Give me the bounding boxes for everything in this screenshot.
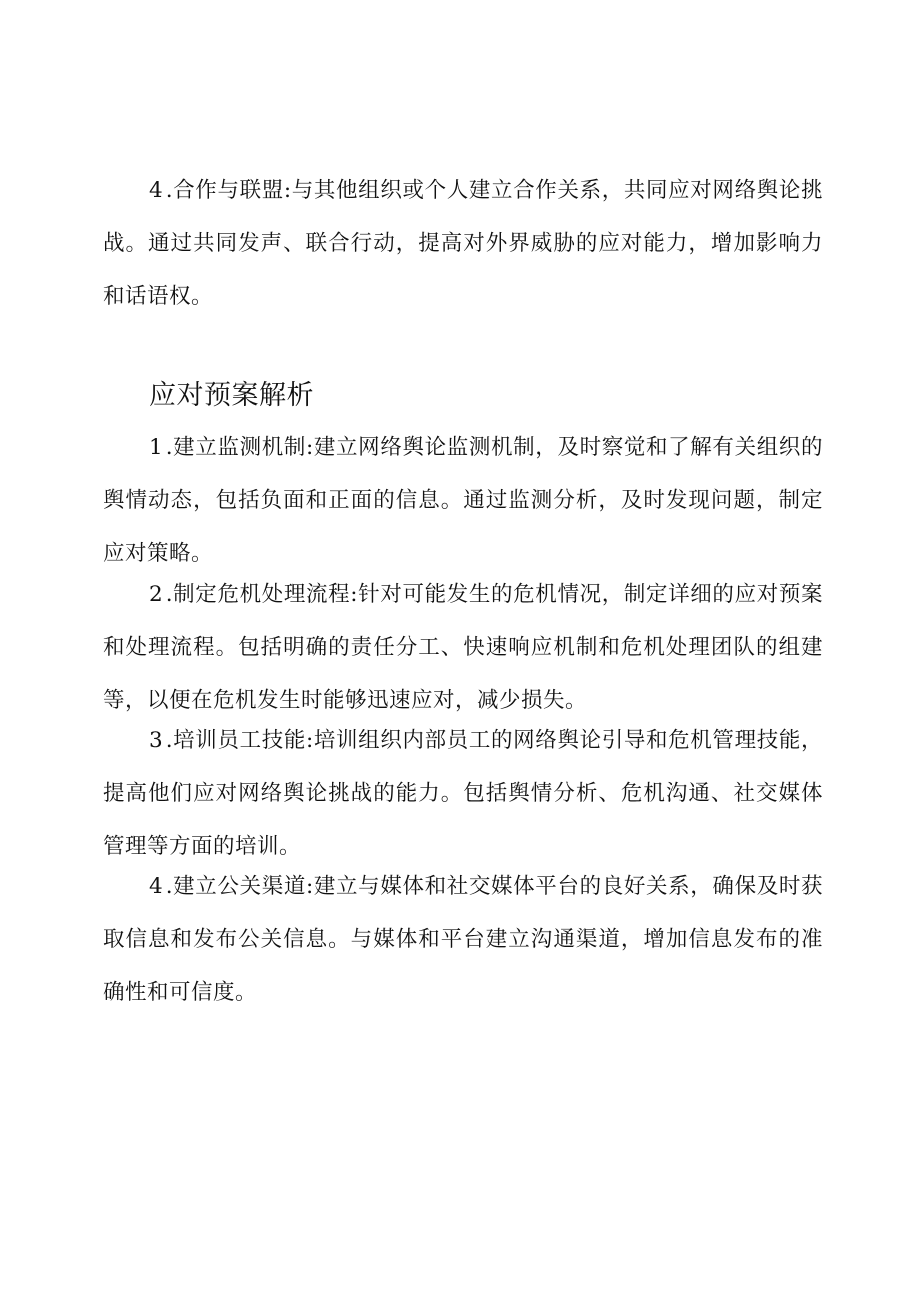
item-number: 3	[149, 728, 166, 753]
item-number: 1	[149, 435, 166, 460]
paragraph-pr-channels	[103, 860, 823, 1019]
item-number: 4	[149, 874, 166, 899]
item-text: .建立公关渠道:建立与媒体和社交媒体平台的良好关系，确保及时获取信息和发布公关信息。与媒体和平台建立沟通渠道，增加信息发布的准确性和可信度。	[103, 874, 823, 1005]
item-number: 4	[149, 178, 166, 203]
item-text: .培训员工技能:培训组织内部员工的网络舆论引导和危机管理技能，提高他们应对网络舆论挑战的能力。包括舆情分析、危机沟通、社交媒体管理等方面的培训。	[103, 728, 823, 859]
item-text: .合作与联盟:与其他组织或个人建立合作关系，共同应对网络舆论挑战。通过共同发声、联合行动，提高对外界威胁的应对能力，增加影响力和话语权。	[103, 178, 823, 309]
item-text: .建立监测机制:建立网络舆论监测机制，及时察觉和了解有关组织的舆情动态，包括负面和正面的信息。通过监测分析，及时发现问题，制定应对策略。	[103, 435, 823, 566]
paragraph-staff-training	[103, 714, 823, 873]
section-heading: 应对预案解析	[149, 380, 314, 411]
paragraph-monitoring-mechanism	[103, 421, 823, 580]
paragraph-crisis-process	[103, 568, 823, 727]
item-number: 2	[149, 582, 166, 607]
item-text: .制定危机处理流程:针对可能发生的危机情况，制定详细的应对预案和处理流程。包括明确的责任分工、快速响应机制和危机处理团队的组建等，以便在危机发生时能够迅速应对，减少损失。	[103, 582, 823, 713]
paragraph-cooperation-alliance	[103, 164, 823, 323]
